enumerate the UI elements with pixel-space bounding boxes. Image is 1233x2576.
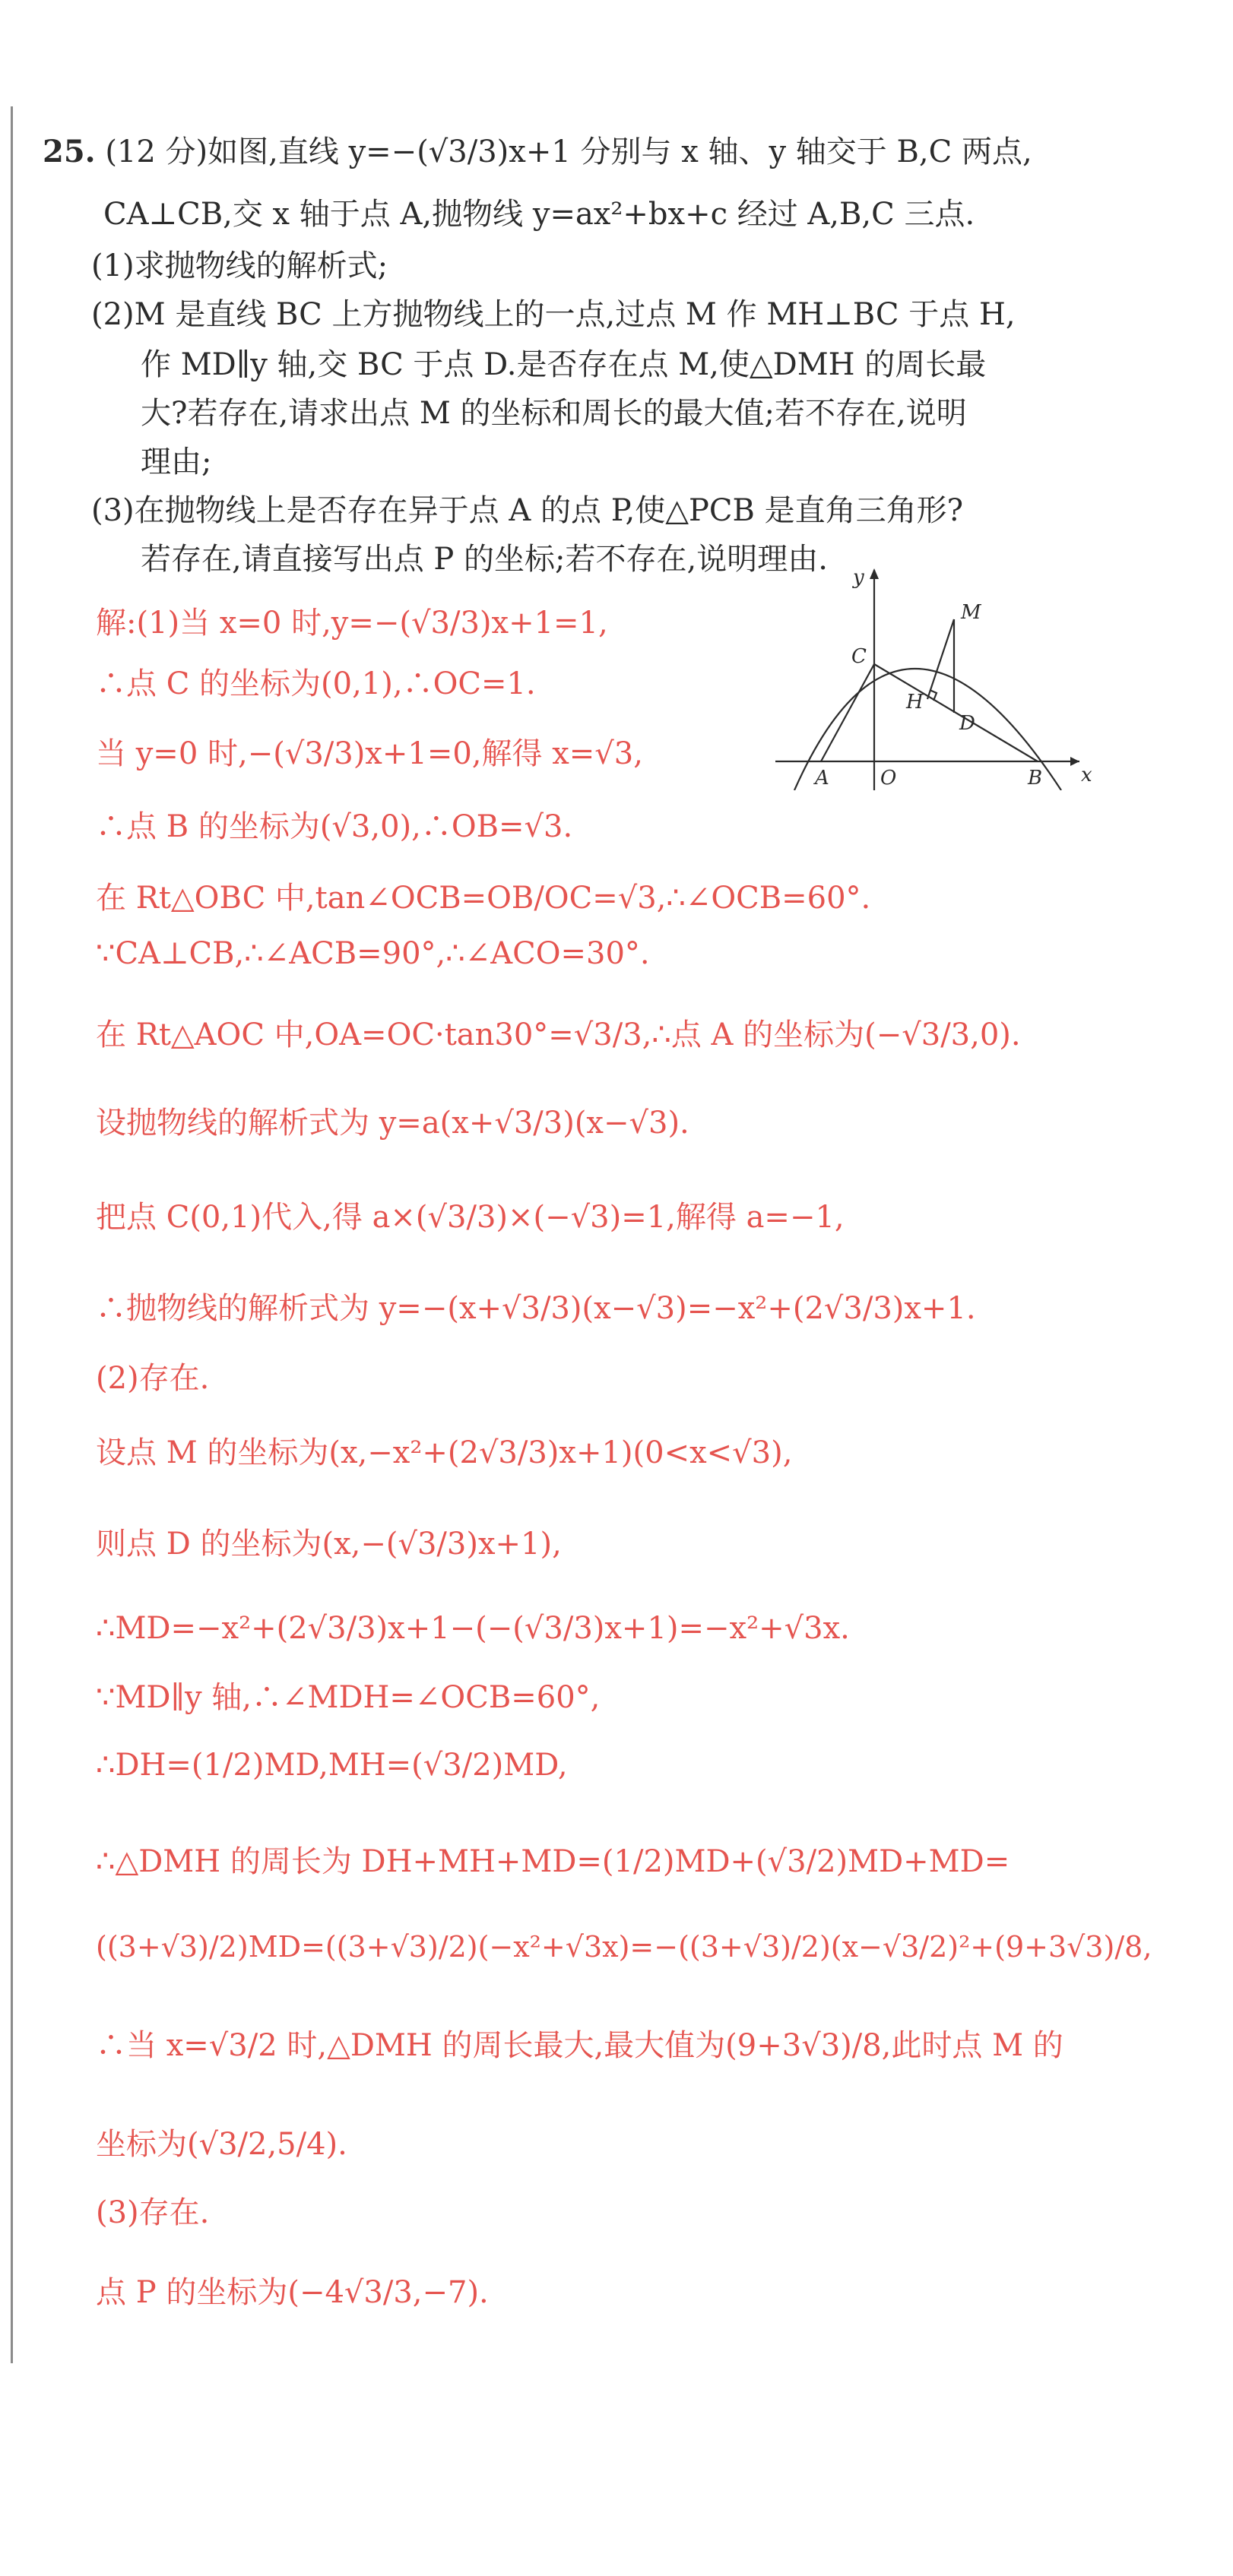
- y-axis-arrow: [870, 568, 879, 579]
- label-b: B: [1028, 767, 1043, 790]
- solution-line: ∴当 x=√3/2 时,△DMH 的周长最大,最大值为(9+3√3)/8,此时点 M 的: [96, 2028, 1063, 2063]
- label-h: H: [906, 691, 924, 714]
- problem-part2-line4: 理由;: [141, 445, 212, 479]
- problem-part2-line1: (2)M 是直线 BC 上方抛物线上的一点,过点 M 作 MH⊥BC 于点 H,: [91, 297, 1016, 332]
- solution-line: ∴MD=−x²+(2√3/3)x+1−(−(√3/3)x+1)=−x²+√3x.: [96, 1611, 850, 1646]
- segment-mh: [927, 619, 954, 699]
- label-o: O: [880, 767, 897, 790]
- solution-line: ∵CA⊥CB,∴∠ACB=90°,∴∠ACO=30°.: [96, 936, 650, 971]
- solution-line: (3)存在.: [96, 2195, 210, 2230]
- label-c: C: [851, 645, 867, 668]
- solution-line: 把点 C(0,1)代入,得 a×(√3/3)×(−√3)=1,解得 a=−1,: [96, 1200, 845, 1235]
- label-d: D: [959, 712, 975, 735]
- label-x: x: [1081, 764, 1092, 786]
- margin-line: [11, 106, 13, 2363]
- solution-line: 在 Rt△AOC 中,OA=OC·tan30°=√3/3,∴点 A 的坐标为(−√3/3,0).: [96, 1017, 1021, 1052]
- problem-part1: (1)求抛物线的解析式;: [91, 248, 388, 283]
- solution-line: ((3+√3)/2)MD=((3+√3)/2)(−x²+√3x)=−((3+√3)/2)(x−√3/2)²+(9+3√3)/8,: [96, 1930, 1152, 1964]
- label-a: A: [815, 767, 829, 790]
- label-y: y: [853, 566, 864, 589]
- solution-line: 解:(1)当 x=0 时,y=−(√3/3)x+1=1,: [96, 606, 608, 641]
- problem-part2-line3: 大?若存在,请求出点 M 的坐标和周长的最大值;若不存在,说明: [141, 396, 967, 431]
- solution-line: 坐标为(√3/2,5/4).: [96, 2127, 347, 2162]
- solution-line: 设点 M 的坐标为(x,−x²+(2√3/3)x+1)(0<x<√3),: [96, 1435, 793, 1470]
- solution-line: ∴DH=(1/2)MD,MH=(√3/2)MD,: [96, 1748, 568, 1783]
- solution-line: ∴点 C 的坐标为(0,1),∴OC=1.: [96, 666, 536, 701]
- solution-line: ∴抛物线的解析式为 y=−(x+√3/3)(x−√3)=−x²+(2√3/3)x+1.: [96, 1291, 976, 1326]
- parabola-diagram: [768, 562, 1095, 790]
- problem-stem-text: (12 分)如图,直线 y=−(√3/3)x+1 分别与 x 轴、y 轴交于 B,C 两点,: [105, 134, 1032, 169]
- solution-line: ∵MD∥y 轴,∴∠MDH=∠OCB=60°,: [96, 1680, 601, 1715]
- solution-line: ∴△DMH 的周长为 DH+MH+MD=(1/2)MD+(√3/2)MD+MD=: [96, 1844, 1010, 1879]
- problem-part2-line2: 作 MD∥y 轴,交 BC 于点 D.是否存在点 M,使△DMH 的周长最: [141, 347, 987, 382]
- solution-line: 则点 D 的坐标为(x,−(√3/3)x+1),: [96, 1527, 562, 1562]
- problem-stem-line1: [43, 128, 1032, 171]
- label-m: M: [961, 601, 981, 624]
- problem-stem-line2: CA⊥CB,交 x 轴于点 A,抛物线 y=ax²+bx+c 经过 A,B,C 三点.: [103, 197, 975, 232]
- line-ca: [821, 664, 874, 761]
- solution-line: ∴点 B 的坐标为(√3,0),∴OB=√3.: [96, 809, 573, 844]
- solution-line: 当 y=0 时,−(√3/3)x+1=0,解得 x=√3,: [96, 736, 643, 771]
- solution-line: (2)存在.: [96, 1361, 210, 1396]
- x-axis-arrow: [1070, 757, 1079, 766]
- solution-line: 点 P 的坐标为(−4√3/3,−7).: [96, 2275, 489, 2310]
- solution-line: 在 Rt△OBC 中,tan∠OCB=OB/OC=√3,∴∠OCB=60°.: [96, 881, 871, 916]
- problem-number: 25.: [43, 134, 96, 169]
- problem-part3-line2: 若存在,请直接写出点 P 的坐标;若不存在,说明理由.: [141, 542, 828, 577]
- solution-line: 设抛物线的解析式为 y=a(x+√3/3)(x−√3).: [96, 1106, 689, 1141]
- parabola-curve: [794, 669, 1061, 790]
- problem-part3-line1: (3)在抛物线上是否存在异于点 A 的点 P,使△PCB 是直角三角形?: [91, 493, 964, 528]
